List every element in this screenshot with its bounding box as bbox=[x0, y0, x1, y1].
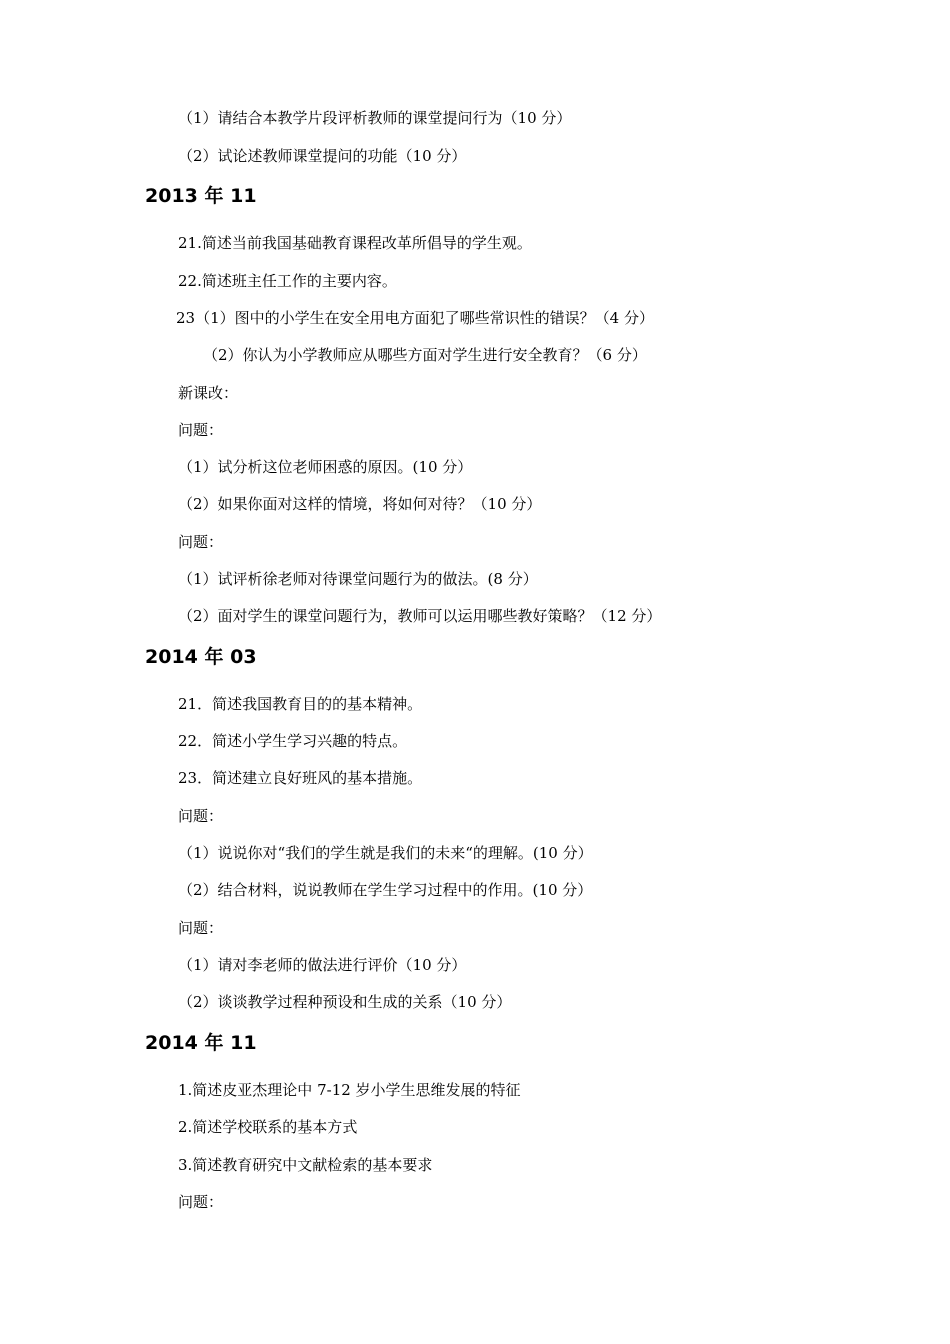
question-label: 问题： bbox=[178, 1193, 224, 1211]
section-label: 新课改： bbox=[178, 384, 239, 402]
question-line: （1）说说你对“我们的学生就是我们的未来“的理解。(10 分） bbox=[178, 844, 593, 862]
question-label: 问题： bbox=[178, 807, 224, 825]
question-line: 22.简述班主任工作的主要内容。 bbox=[178, 272, 397, 290]
question-line: （2）谈谈教学过程种预设和生成的关系（10 分） bbox=[178, 993, 512, 1011]
section-heading: 2013 年 11 bbox=[145, 185, 257, 207]
question-line: 3.简述教育研究中文献检索的基本要求 bbox=[178, 1156, 433, 1174]
question-label: 问题： bbox=[178, 533, 224, 551]
question-label: 问题： bbox=[178, 421, 224, 439]
question-line: （1）请结合本教学片段评析教师的课堂提问行为（10 分） bbox=[178, 109, 572, 127]
question-line: 23．简述建立良好班风的基本措施。 bbox=[178, 769, 423, 787]
question-line: （2）结合材料，说说教师在学生学习过程中的作用。(10 分） bbox=[178, 881, 593, 899]
question-line: （2）你认为小学教师应从哪些方面对学生进行安全教育？（6 分） bbox=[203, 346, 647, 364]
question-line: 1.简述皮亚杰理论中 7-12 岁小学生思维发展的特征 bbox=[178, 1081, 521, 1099]
question-line: （1）试评析徐老师对待课堂问题行为的做法。(8 分） bbox=[178, 570, 538, 588]
question-label: 问题： bbox=[178, 919, 224, 937]
question-line: 22．简述小学生学习兴趣的特点。 bbox=[178, 732, 408, 750]
question-line: 23（1）图中的小学生在安全用电方面犯了哪些常识性的错误？（4 分） bbox=[176, 309, 654, 327]
question-line: （2）如果你面对这样的情境，将如何对待？（10 分） bbox=[178, 495, 542, 513]
section-heading: 2014 年 03 bbox=[145, 646, 257, 668]
question-line: 21．简述我国教育目的的基本精神。 bbox=[178, 695, 423, 713]
question-line: 2.简述学校联系的基本方式 bbox=[178, 1118, 358, 1136]
question-line: （1）请对李老师的做法进行评价（10 分） bbox=[178, 956, 467, 974]
section-heading: 2014 年 11 bbox=[145, 1032, 257, 1054]
question-line: （2）面对学生的课堂问题行为，教师可以运用哪些教好策略？（12 分） bbox=[178, 607, 662, 625]
question-line: （2）试论述教师课堂提问的功能（10 分） bbox=[178, 147, 467, 165]
question-line: 21.简述当前我国基础教育课程改革所倡导的学生观。 bbox=[178, 234, 532, 252]
question-line: （1）试分析这位老师困惑的原因。(10 分） bbox=[178, 458, 473, 476]
